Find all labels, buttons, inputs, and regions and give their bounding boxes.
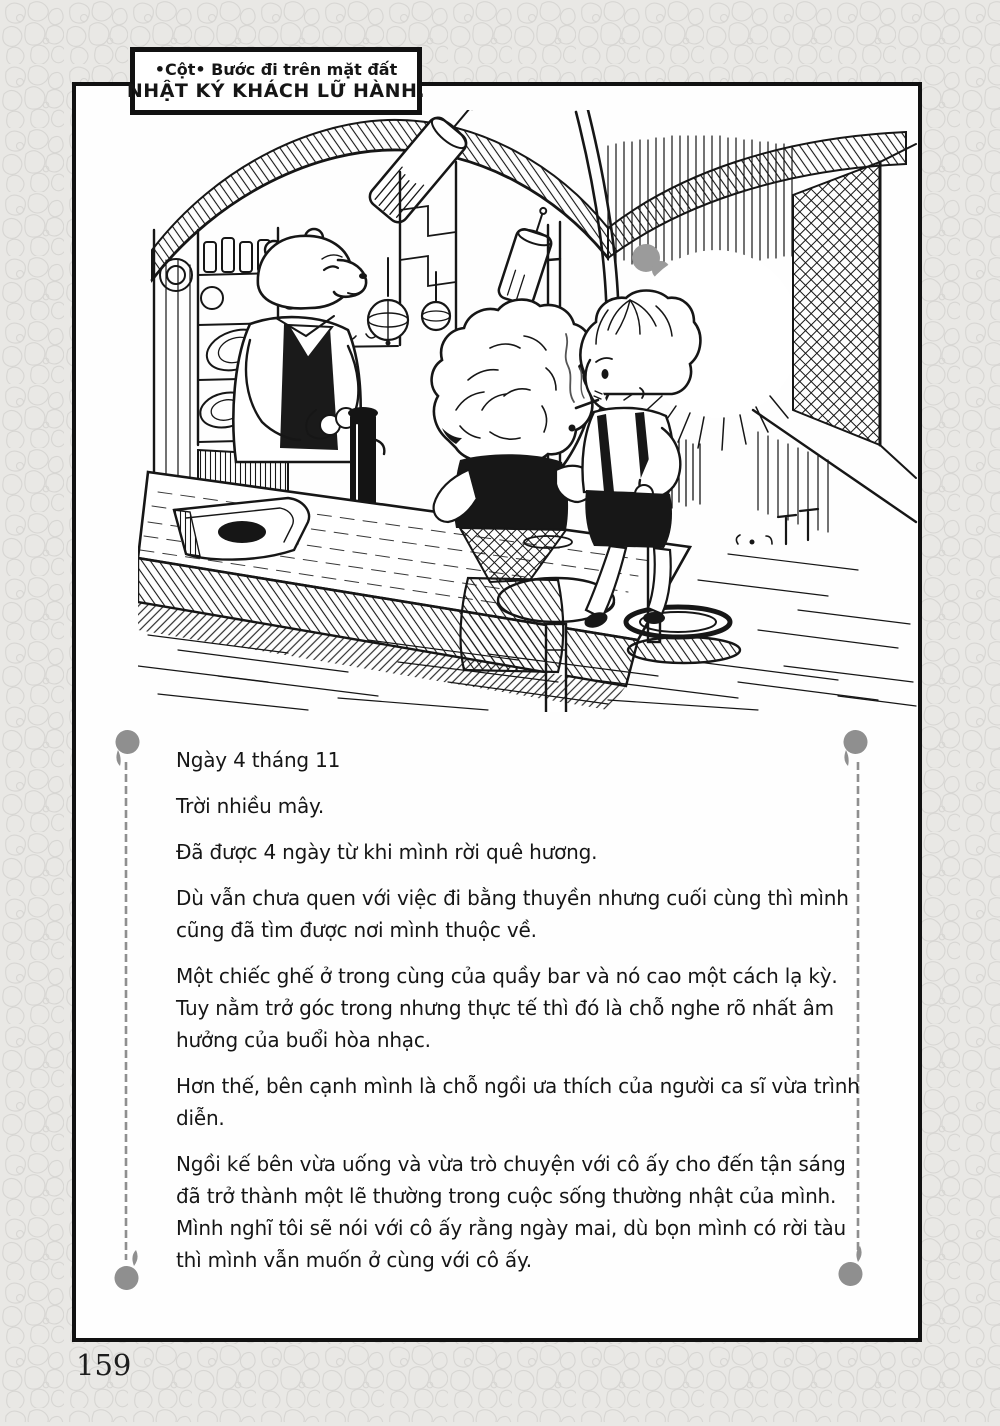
lanterns [368, 258, 450, 346]
bar-scene-illustration [138, 110, 920, 712]
journal-paragraph: Một chiếc ghế ở trong cùng của quầy bar và nó cao một cách lạ kỳ. Tuy nằm trở góc trong nhưng thực tế thì đó là chỗ nghe rõ nhất âm hưởng của buổi hòa nhạc. [176, 964, 838, 1052]
journal-paragraph: Hơn thế, bên cạnh mình là chỗ ngồi ưa thích của người ca sĩ vừa trình diễn. [176, 1074, 860, 1130]
chapter-title: NHẬT KÝ KHÁCH LỮ HÀNH. [126, 80, 426, 102]
journal-paragraph: Trời nhiều mây. [176, 794, 324, 818]
chapter-subtitle: •Cột• Bước đi trên mặt đất [154, 60, 398, 79]
counter-taps [736, 509, 818, 545]
journal-paragraph: Dù vẫn chưa quen với việc đi bằng thuyền nhưng cuối cùng thì mình cũng đã tìm được nơi mình thuộc về. [176, 886, 849, 942]
crosshatch-wall [793, 144, 916, 478]
journal-paragraph: Ngồi kế bên vừa uống và vừa trò chuyện với cô ấy cho đến tận sáng đã trở thành một lẽ thường trong cuộc sống thường nhật của mình. Mình nghĩ tôi sẽ nói với cô ấy rằng ngày mai, dù bọn mình có rời tàu thì mình vẫn muốn ở cùng với cô ấy. [176, 1152, 847, 1272]
chapter-title-box [126, 47, 426, 115]
journal-entry [176, 744, 876, 1290]
journal-date: Ngày 4 tháng 11 [176, 748, 341, 772]
page-panel [72, 82, 922, 1342]
page-number: 159 [76, 1348, 132, 1382]
journal-paragraph: Đã được 4 ngày từ khi mình rời quê hương. [176, 840, 598, 864]
hanging-lamp-small [497, 202, 562, 306]
